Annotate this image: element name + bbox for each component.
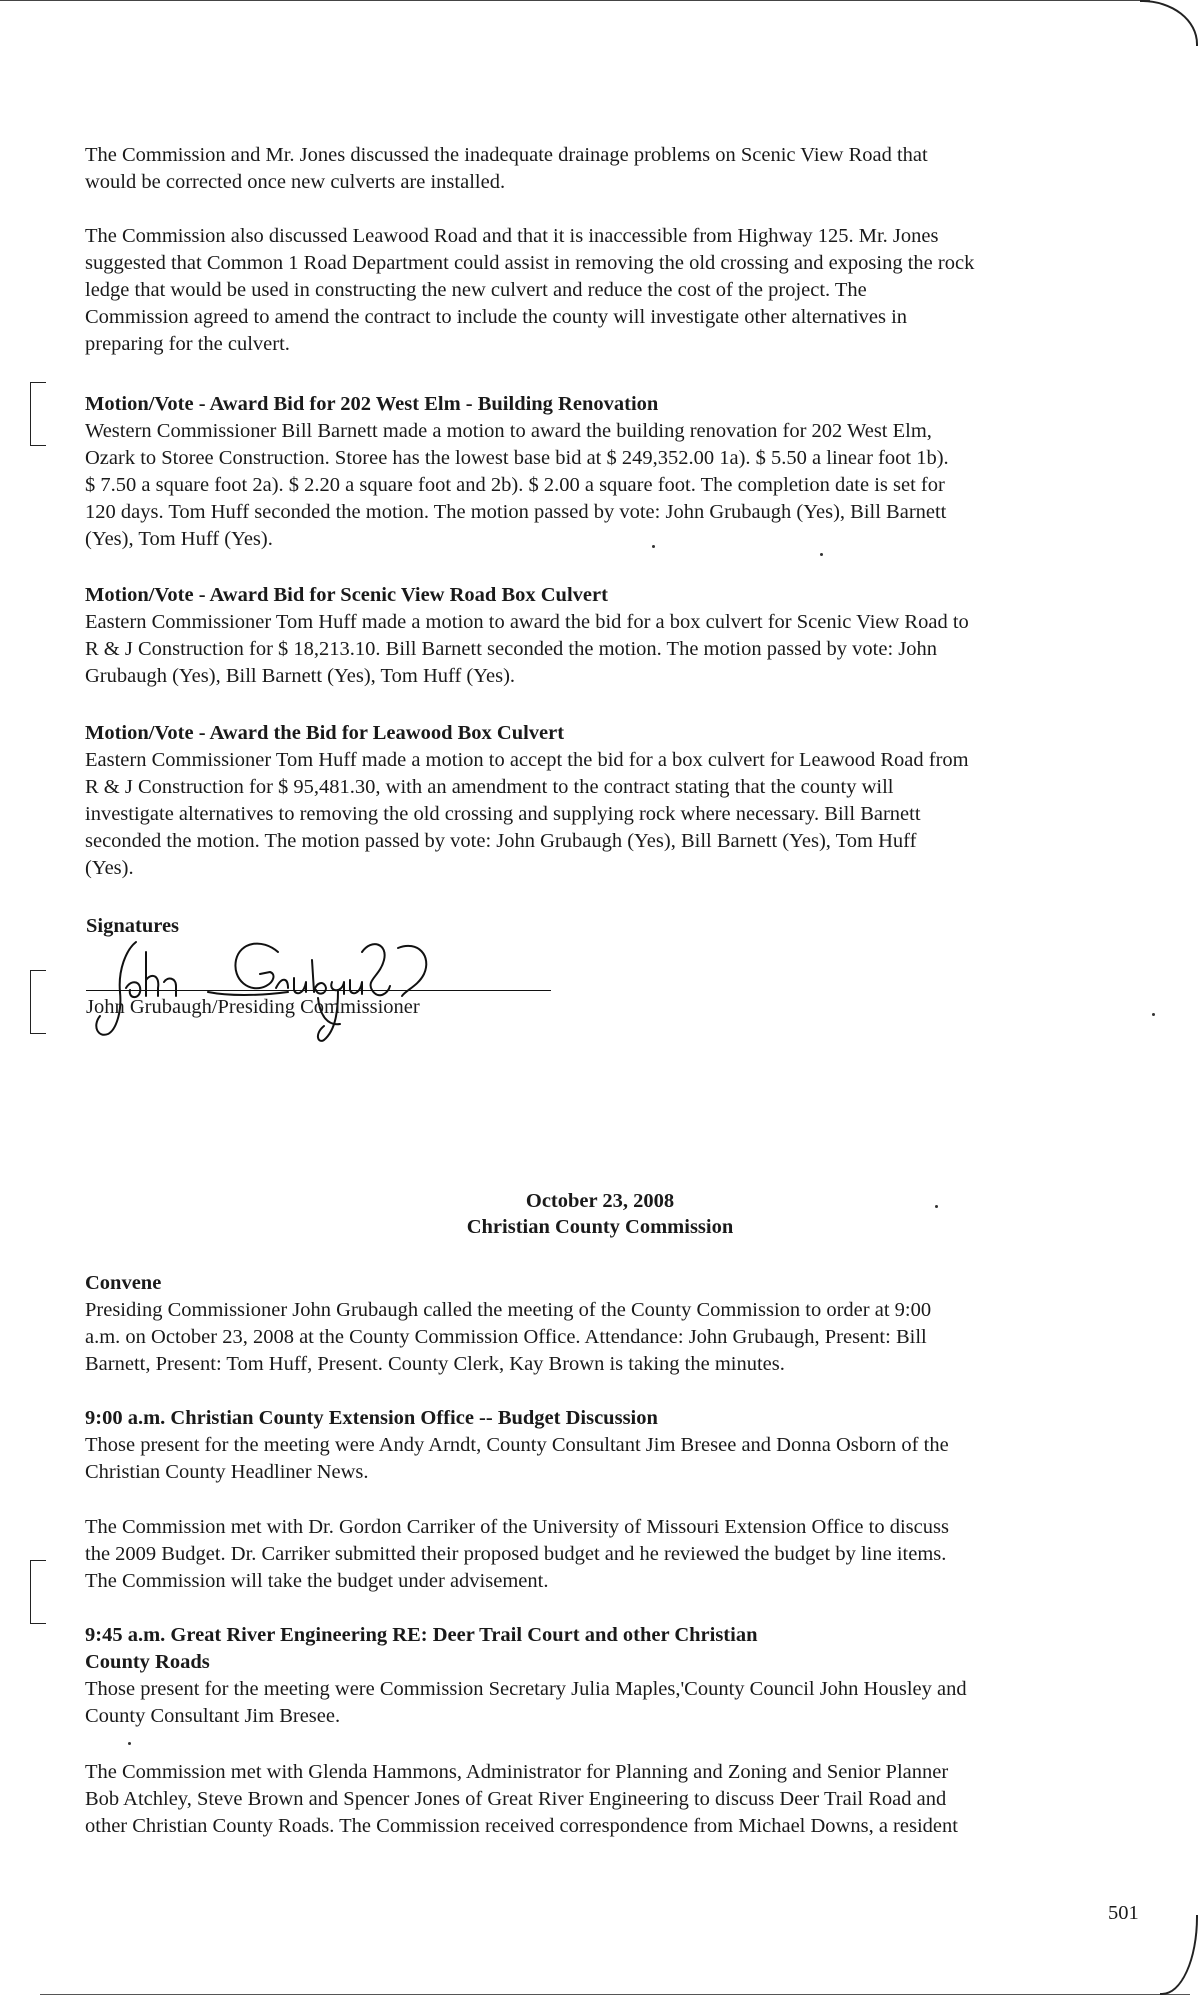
motion-body: Western Commissioner Bill Barnett made a motion to award the building renovation for 202 West Elm, Ozark to Storee Construction. Storee has the lowest base bid at $ 249,352.00 1a). $ 5.50 a linear foot 1b). $ 7.50 a square foot 2a). $ 2.20 a square foot and 2b). $ 2.00 a square foot. The completion date is set for 120 days. Tom Huff seconded the motion. The motion passed by vote: John Grubaugh (Yes), Bill Barnett (Yes), Tom Huff (Yes).	[85, 420, 949, 550]
motion-heading: Motion/Vote - Award Bid for Scenic View Road Box Culvert	[85, 584, 608, 606]
section-body: Presiding Commissioner John Grubaugh called the meeting of the County Commission to order at 9:00 a.m. on October 23, 2008 at the County Commission Office. Attendance: John Grubaugh, Present: Bill Barnett, Present: Tom Huff, Present. County Clerk, Kay Brown is taking the minutes.	[85, 1299, 932, 1375]
section-body: Those present for the meeting were Commission Secretary Julia Maples,'County Council John Housley and County Consultant Jim Bresee.	[85, 1678, 967, 1727]
signature-line	[86, 990, 551, 991]
motion-section	[85, 391, 1125, 553]
paragraph: The Commission also discussed Leawood Road and that it is inaccessible from Highway 125. Mr. Jones suggested that Common 1 Road Department could assist in removing the old crossing and exposing the rock ledge that would be used in constructing the new culvert and reduce the cost of the project. The Commission agreed to amend the contract to include the county will investigate other alternatives in preparing for the culvert.	[85, 225, 975, 355]
motion-body: Eastern Commissioner Tom Huff made a motion to accept the bid for a box culvert for Leawood Road from R & J Construction for $ 95,481.30, with an amendment to the contract stating that the county will investigate alternatives to removing the old crossing and supplying rock where necessary. Bill Barnett seconded the motion. The motion passed by vote: John Grubaugh (Yes), Bill Barnett (Yes), Tom Huff (Yes).	[85, 749, 969, 879]
scan-speck	[652, 545, 655, 548]
page-curl-top-right	[1140, 0, 1198, 46]
section-body: The Commission met with Glenda Hammons, Administrator for Planning and Zoning and Senior Planner Bob Atchley, Steve Brown and Spencer Jones of Great River Engineering to discuss Deer Trail Road and other Christian County Roads. The Commission received correspondence from Michael Downs, a resident	[85, 1761, 958, 1837]
scan-speck	[935, 1205, 938, 1208]
section-heading: Convene	[85, 1272, 162, 1294]
motion-section	[85, 582, 1125, 690]
scan-speck	[128, 1742, 131, 1745]
binder-hole-mark	[30, 1560, 46, 1624]
motion-heading: Motion/Vote - Award the Bid for Leawood Box Culvert	[85, 722, 565, 744]
signatures-heading: Signatures	[86, 915, 180, 937]
meeting-body: Christian County Commission	[466, 1216, 734, 1238]
minutes-section	[85, 1759, 1125, 1840]
minutes-section	[85, 1514, 1125, 1595]
scan-speck	[820, 553, 823, 556]
scan-edge-top	[0, 0, 1150, 1]
binder-hole-mark	[30, 382, 46, 446]
paragraph: The Commission and Mr. Jones discussed the inadequate drainage problems on Scenic View Road that would be corrected once new culverts are installed.	[85, 144, 928, 193]
page-curl-bottom-right	[1160, 1915, 1198, 1995]
minutes-section	[85, 1622, 1125, 1730]
section-heading: 9:00 a.m. Christian County Extension Office -- Budget Discussion	[85, 1407, 658, 1429]
section-body: Those present for the meeting were Andy Arndt, County Consultant Jim Bresee and Donna Osborn of the Christian County Headliner News.	[85, 1434, 949, 1483]
scan-speck	[1152, 1013, 1155, 1016]
section-body: The Commission met with Dr. Gordon Carriker of the University of Missouri Extension Office to discuss the 2009 Budget. Dr. Carriker submitted their proposed budget and he reviewed the budget by line items. The Commission will take the budget under advisement.	[85, 1516, 949, 1592]
binder-hole-mark	[30, 970, 46, 1034]
minutes-section	[85, 1270, 1125, 1378]
signature-caption: John Grubaugh/Presiding Commissioner	[86, 996, 420, 1018]
page-number: 501	[1108, 1902, 1139, 1924]
meeting-date: October 23, 2008	[525, 1190, 675, 1212]
motion-heading: Motion/Vote - Award Bid for 202 West Elm - Building Renovation	[85, 393, 659, 415]
scan-edge-bottom	[40, 1994, 1190, 1995]
motion-section	[85, 720, 1125, 882]
minutes-section	[85, 1405, 1125, 1486]
motion-body: Eastern Commissioner Tom Huff made a motion to award the bid for a box culvert for Scenic View Road to R & J Construction for $ 18,213.10. Bill Barnett seconded the motion. The motion passed by vote: John Grubaugh (Yes), Bill Barnett (Yes), Tom Huff (Yes).	[85, 611, 969, 687]
section-heading: 9:45 a.m. Great River Engineering RE: Deer Trail Court and other Christian County Roads	[85, 1624, 758, 1673]
